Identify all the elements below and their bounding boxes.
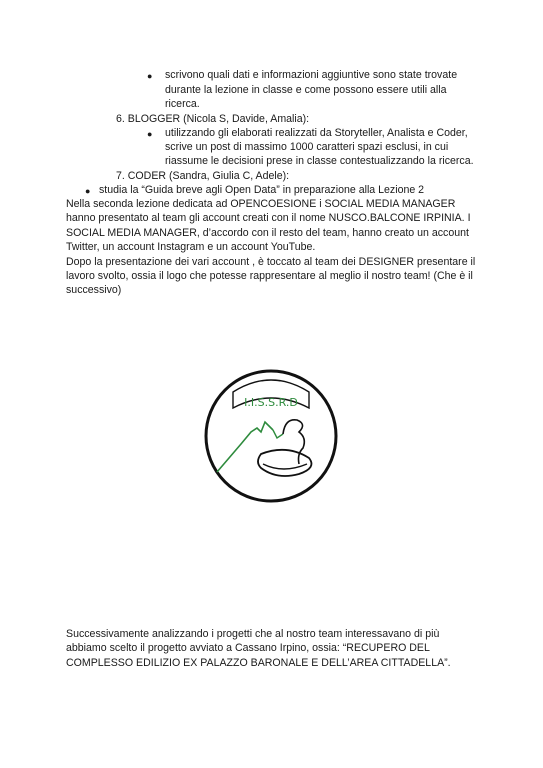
paragraph-2-line-1: Successivamente analizzando i progetti che al nostro team interessavano di più xyxy=(66,628,440,640)
paragraph-2-line-3: COMPLESSO EDILIZIO EX PALAZZO BARONALE E DELL’AREA CITTADELLA”. xyxy=(66,657,451,669)
bullet-dot: ● xyxy=(147,129,153,139)
paragraph-1-line-1: Nella seconda lezione dedicata ad OPENCOESIONE i SOCIAL MEDIA MANAGER xyxy=(66,198,456,210)
sub-bullet-2-line-1: utilizzando gli elaborati realizzati da Storyteller, Analista e Coder, xyxy=(165,127,468,139)
bullet-dot: ● xyxy=(147,71,153,81)
sub-bullet-2-line-3: riassume le decisioni prese in classe contestualizzando la ricerca. xyxy=(165,155,474,167)
paragraph-1-line-6: lavoro svolto, ossia il logo che potesse rappresentare al meglio il nostro team! (Che è il xyxy=(66,270,473,282)
paragraph-2-line-2: abbiamo scelto il progetto avviato a Cassano Irpino, ossia: “RECUPERO DEL xyxy=(66,642,430,654)
team-logo xyxy=(203,368,339,504)
sub-bullet-2-line-2: scrive un post di massimo 1000 caratteri spazi esclusi, in cui xyxy=(165,141,449,153)
sub-bullet-1-line-3: ricerca. xyxy=(165,98,200,110)
list-item-coder: 7. CODER (Sandra, Giulia C, Adele): xyxy=(116,170,290,182)
sub-bullet-1-line-1: scrivono quali dati e informazioni aggiuntive sono state trovate xyxy=(165,69,458,81)
bullet-dot: ● xyxy=(85,186,91,196)
paragraph-1-line-4: Twitter, un account Instagram e un account YouTube. xyxy=(66,241,316,253)
paragraph-1-line-3: SOCIAL MEDIA MANAGER, d’accordo con il resto del team, hanno creato un account xyxy=(66,227,469,239)
paragraph-1-line-7: successivo) xyxy=(66,284,122,296)
paragraph-1-line-5: Dopo la presentazione dei vari account , è toccato al team dei DESIGNER presentare il xyxy=(66,256,476,268)
sub-bullet-1-line-2: durante la lezione in classe e come possono essere utili alla xyxy=(165,84,447,96)
list-item-blogger: 6. BLOGGER (Nicola S, Davide, Amalia): xyxy=(116,113,310,125)
logo-lettering: I.I.S.S.R.D xyxy=(244,396,298,409)
paragraph-1-line-2: hanno presentato al team gli account creati con il nome NUSCO.BALCONE IRPINIA. I xyxy=(66,212,471,224)
main-bullet-text: studia la “Guida breve agli Open Data” in preparazione alla Lezione 2 xyxy=(99,184,425,196)
